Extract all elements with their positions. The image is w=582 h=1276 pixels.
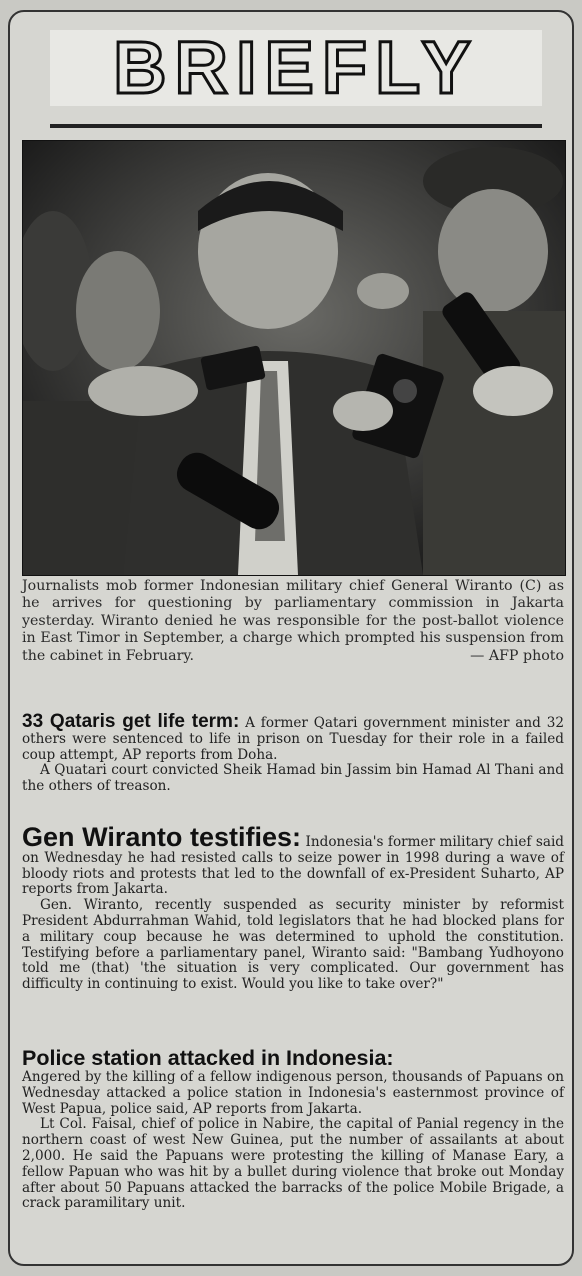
story-paragraph: A former Qatari government minister and 32 others were sentenced to life in prison on Tuesday for their role in a failed coup attempt, AP reports from Doha. <box>22 715 564 763</box>
news-photo <box>22 140 566 576</box>
story-headline: 33 Qataris get life term: <box>22 711 240 732</box>
story-qataris <box>22 711 564 795</box>
story-headline: Gen Wiranto testifies: <box>22 822 302 852</box>
masthead-title: BRIEFLY <box>113 26 479 109</box>
story-paragraph: Lt Col. Faisal, chief of police in Nabire, the capital of Panial regency in the northern coast of west New Guinea, put the number of assailants at about 2,000. He said the Papuans were protesting the killing of Manase Eary, a fellow Papuan who was hit by a bullet during violence that broke out Monday after about 50 Papuans attacked the barracks of the police Mobile Brigade, a crack paramilitary unit. <box>22 1116 564 1212</box>
story-headline: Police station attacked in Indonesia: <box>22 1046 394 1070</box>
caption-text: Journalists mob former Indonesian military chief General Wiranto (C) as he arrives for questioning by parliamentary commission in Jakarta yesterday. Wiranto denied he was responsible for the post-ballot violence in East Timor in September, a charge which prompted his suspension from the cabinet in February. <box>22 578 564 664</box>
story-paragraph: Angered by the killing of a fellow indigenous person, thousands of Papuans on Wednesday attacked a police station in Indonesia's easternmost province of West Papua, police said, AP reports from Jakarta. <box>22 1069 564 1117</box>
masthead <box>50 26 542 109</box>
news-clipping <box>8 10 574 1266</box>
story-wiranto <box>22 822 565 993</box>
photo-credit: — AFP photo <box>470 648 564 665</box>
photo-caption <box>22 578 564 665</box>
story-paragraph: Indonesia's former military chief said on Wednesday he had resisted calls to seize power in 1998 during a wave of bloody riots and protests that led to the downfall of ex-President Suharto, AP reports from Jakarta. <box>22 834 565 898</box>
story-paragraph: Gen. Wiranto, recently suspended as security minister by reformist President Abdurrahman Wahid, told legislators that he had blocked plans for a military coup because he was determined to uphold the constitution. Testifying before a parliamentary panel, Wiranto said: "Bambang Yudhoyono told me (that) 'the situation is very complicated. Our government has difficulty in continuing to exist. Would you like to take over?" <box>22 897 564 993</box>
story-paragraph: A Quatari court convicted Sheik Hamad bin Jassim bin Hamad Al Thani and the others of treason. <box>22 762 564 795</box>
story-police-station <box>22 1046 564 1212</box>
masthead-rule <box>50 124 542 128</box>
photo-illustration <box>23 141 565 575</box>
